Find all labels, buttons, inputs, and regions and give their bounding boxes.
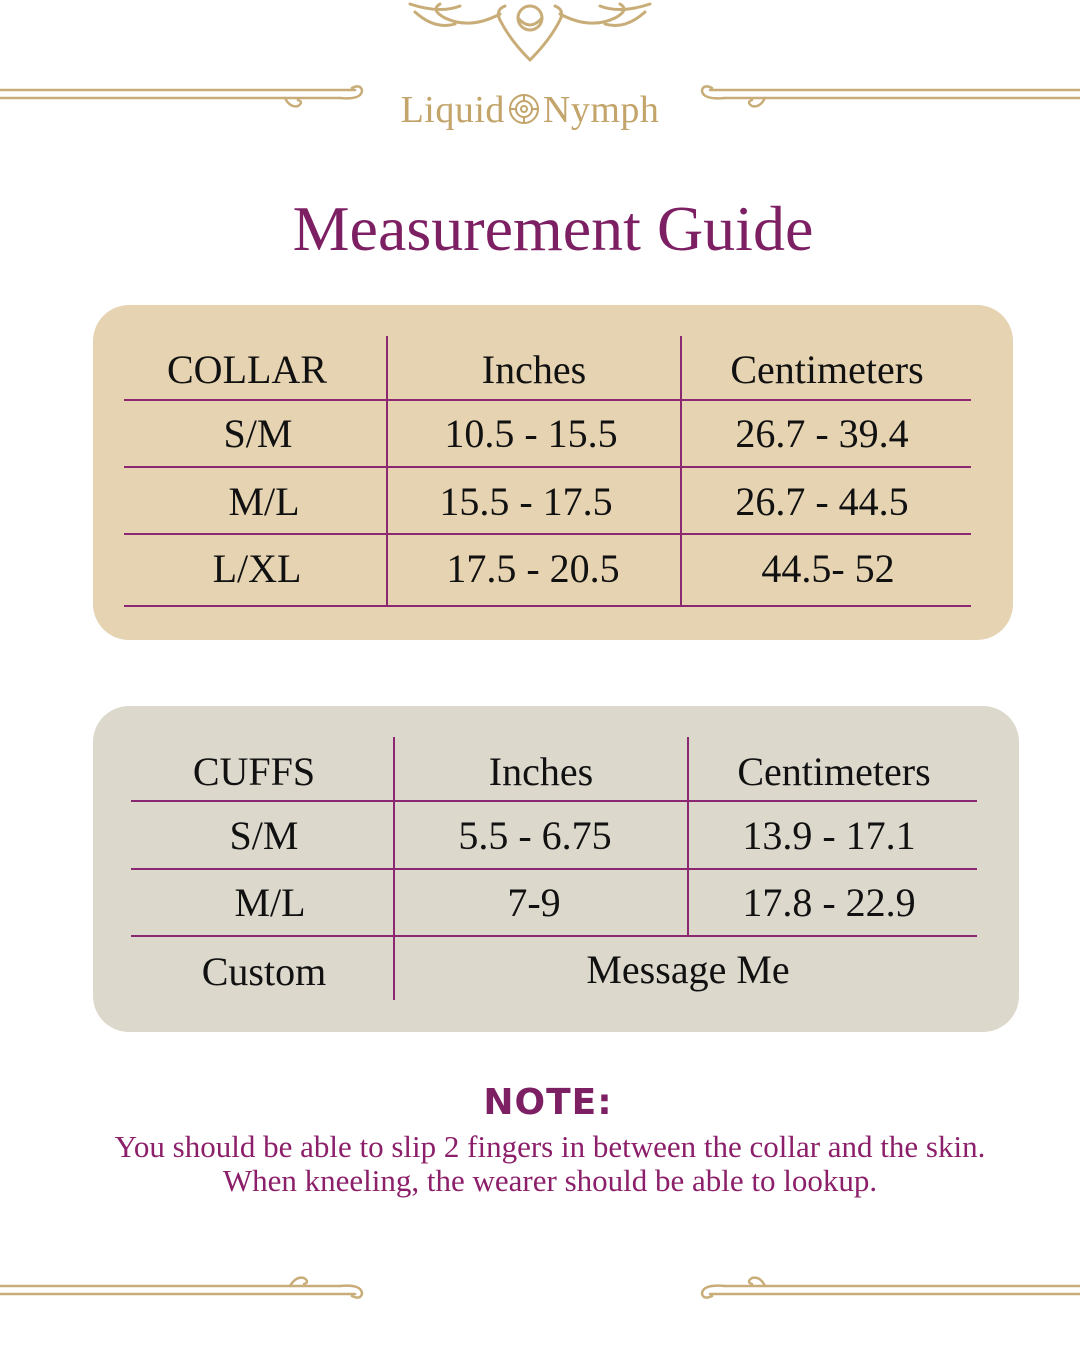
table-divider: [124, 399, 971, 401]
collar-size-table: [93, 305, 1013, 640]
collar-row-inches: 17.5 - 20.5: [446, 546, 620, 591]
bottom-right-ornamental-rule: [690, 1268, 1080, 1308]
cuffs-size-table: [93, 706, 1019, 1032]
cuffs-row-size: S/M: [229, 813, 299, 858]
bottom-left-ornamental-rule: [0, 1268, 375, 1308]
top-flourish-ornament: [400, 0, 660, 70]
cuffs-custom-value: Message Me: [586, 947, 790, 992]
cuffs-header-size: CUFFS: [192, 749, 316, 794]
cuffs-row-inches: 7-9: [507, 880, 561, 925]
brand-name-left: Liquid: [400, 89, 505, 131]
table-divider: [131, 935, 977, 937]
note-heading: NOTE:: [483, 1082, 613, 1123]
table-divider: [131, 868, 977, 870]
collar-row-size: L/XL: [212, 546, 302, 591]
brand-name-right: Nymph: [542, 89, 660, 131]
page-title: Measurement Guide: [292, 193, 814, 264]
note-text: You should be able to slip 2 fingers in between the collar and the skin. When kneeling, the wearer should be able to lookup.: [114, 1129, 986, 1198]
table-divider: [124, 466, 971, 468]
cuffs-row-inches: 5.5 - 6.75: [458, 813, 612, 858]
collar-header-size: COLLAR: [167, 347, 327, 392]
cuffs-row-centimeters: 17.8 - 22.9: [742, 880, 916, 925]
collar-row-centimeters: 26.7 - 44.5: [735, 479, 909, 524]
cuffs-header-inches: Inches: [488, 749, 594, 794]
table-divider: [131, 800, 977, 802]
collar-row-inches: 15.5 - 17.5: [439, 479, 613, 524]
rose-icon: [507, 92, 541, 126]
cuffs-custom-label: Custom: [201, 949, 327, 994]
table-divider: [124, 533, 971, 535]
collar-header-inches: Inches: [481, 347, 587, 392]
brand-logo: [0, 88, 1060, 132]
collar-header-centimeters: Centimeters: [730, 347, 924, 392]
cuffs-row-size: M/L: [234, 880, 306, 925]
collar-row-centimeters: 26.7 - 39.4: [735, 411, 909, 456]
collar-row-size: M/L: [228, 479, 300, 524]
collar-row-centimeters: 44.5- 52: [761, 546, 895, 591]
cuffs-row-centimeters: 13.9 - 17.1: [742, 813, 916, 858]
table-divider: [124, 605, 971, 607]
collar-row-size: S/M: [223, 411, 293, 456]
collar-row-inches: 10.5 - 15.5: [444, 411, 618, 456]
cuffs-header-centimeters: Centimeters: [737, 749, 931, 794]
